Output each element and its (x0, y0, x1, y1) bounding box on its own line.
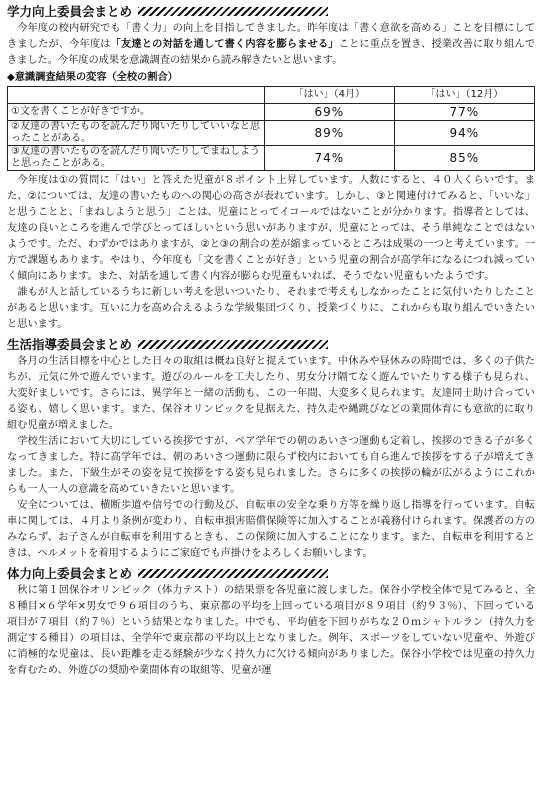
intro-text-cont: ことに重点を置き、授業改善に取り組んできました。今年度の成果を意識調査の結果から読み解きたいと思います。 (7, 39, 535, 66)
academic-closing-paragraph: 誰もが人と話しているうちに新しい考えを思いついたり、それまで考えもしなかったことに気付いたりしたことがあると思います。互いに力を高め合えるような学級集団づくり、授業づくりに、これからも取り組んでいきたいと思います。 (7, 287, 535, 330)
table-row (8, 146, 535, 171)
december-value-cell: 94% (394, 121, 534, 146)
newsletter-page (7, 0, 535, 802)
april-value-cell: 89% (265, 121, 395, 146)
question-cell: ③友達の書いたものを読んだり聞いたりしてまねしようと思ったことがある。 (8, 146, 265, 171)
section-title: 学力向上委員会まとめ (7, 3, 133, 19)
survey-table (7, 86, 535, 171)
hatched-rule (138, 340, 328, 349)
table-header-cell: 「はい」（12月） (394, 87, 534, 104)
table-header-row (8, 87, 535, 104)
april-value-cell: 74% (265, 146, 395, 171)
fitness-paragraph: 秋に第１回保谷オリンピック（体力テスト）の結果票を各児童に渡しました。保谷小学校全体で見てみると、全８種目×６学年×男女で９６項目のうち、東京都の平均を上回っている項目が８９項目（約９３％）、下回っている項目が７項目（約７％）という結果となりました。中でも、平均値を下回りがちな２０ｍシャトルラン（持久力を測定する種目）の項目は、全学年で東京都の平均以上となりました。例年、スポーツをしていない児童や、外遊びに消極的な児童は、長い距離を走る経験が少なく持久力に欠ける傾向がありました。保谷小学校では児童の持久力を育むため、外遊びの奨励や業間体育の取組等、児童が運 (7, 585, 535, 676)
hatched-rule (138, 569, 328, 578)
hatched-rule (138, 7, 328, 16)
table-header-cell (8, 87, 265, 104)
life-guidance-paragraph: 学校生活において大切にしている挨拶ですが、ペア学年での朝のあいさつ運動も定着し、挨拶のできる子が多くなってきました。特に高学年では、朝のあいさつ運動に限らず校内においても自ら進んで挨拶をする子が増えてきました。また、下級生がその姿を見て挨拶をする姿も見られました。さらに多くの挨拶の輪が広がるようにこれからも一人一人の意識を高めていきたいと思います。 (7, 436, 535, 495)
survey-subheading: ◆意識調査結果の変容（全校の割合） (7, 72, 178, 83)
question-cell: ①文を書くことが好きですか。 (8, 104, 265, 121)
table-row (8, 104, 535, 121)
question-cell: ②友達の書いたものを読んだり聞いたりしていいなと思ったことがある。 (8, 121, 265, 146)
table-row (8, 121, 535, 146)
april-value-cell: 69% (265, 104, 395, 121)
table-header-cell: 「はい」（4月） (265, 87, 395, 104)
life-guidance-paragraph: 各月の生活目標を中心とした日々の取組は概ね良好と捉えています。中休みや昼休みの時間では、多くの子供たちが、元気に外で遊んでいます。遊びのルールを工夫したり、男女分け隔てなく遊んでいたりする様子も見られ、大変好ましいです。さらには、異学年と一緒の活動も、この一年間、大変多く見られます。友達同士助け合っている姿も、嬉しく思います。また、保谷オリンピックを見据えた、持久走や縄跳びなどの業間体育にも意欲的に取り組む児童が増えました。 (7, 356, 535, 431)
section-heading-life-guidance (7, 335, 535, 354)
life-guidance-paragraph: 安全については、横断歩道や信号での行動及び、自転車の安全な乗り方等を繰り返し指導を行っています。自転車に関しては、４月より条例が変わり、自転車損害賠償保険等に加入することが義務付けられます。保護者の方のみならず、お子さんが自転車を利用するときも、この保険に加入することになります。また、自転車を利用するときは、ヘルメットを着用するようにご家庭でも声掛けをよろしくお願いします。 (7, 500, 535, 559)
intro-text: 今年度の校内研究でも「書く力」の向上を目指してきました。昨年度は「書く意欲を高める」ことを目標にしてきましたが、今年度は (7, 23, 535, 50)
emphasis-text: 「友達との対話を通して書く内容を膨らませる」 (110, 39, 339, 50)
academic-intro-paragraph (7, 21, 535, 69)
december-value-cell: 77% (394, 104, 534, 121)
section-title: 生活指導委員会まとめ (7, 336, 133, 352)
academic-analysis-paragraph: 今年度は①の質問に「はい」と答えた児童が８ポイント上昇しています。人数にすると、４０人くらいです。また、②については、友達の書いたものへの関心の高さが表れています。しかし、③と関連付けてみると、「いいな」と思うことと、「まねしようと思う」ことは、児童にとってイコールではないことが分かります。指導者としては、友達の良いところを進んで学びとってほしいという思いがありますが、児童にとっては、そう単純なことではないようです。ただ、わずかではありますが、②と③の割合の差が縮まっているところは成果の一つと考えています。一方で課題もあります。やはり、今年度も「文を書くことが好き」という児童の割合が高学年になるにつれ減っていく傾向にあります。また、対話を通して書く内容が膨らむ児童もいれば、そうでない児童もいたようです。 (7, 175, 535, 282)
section-heading-academic (7, 2, 535, 21)
section-heading-fitness (7, 564, 535, 583)
december-value-cell: 85% (394, 146, 534, 171)
section-title: 体力向上委員会まとめ (7, 565, 133, 581)
